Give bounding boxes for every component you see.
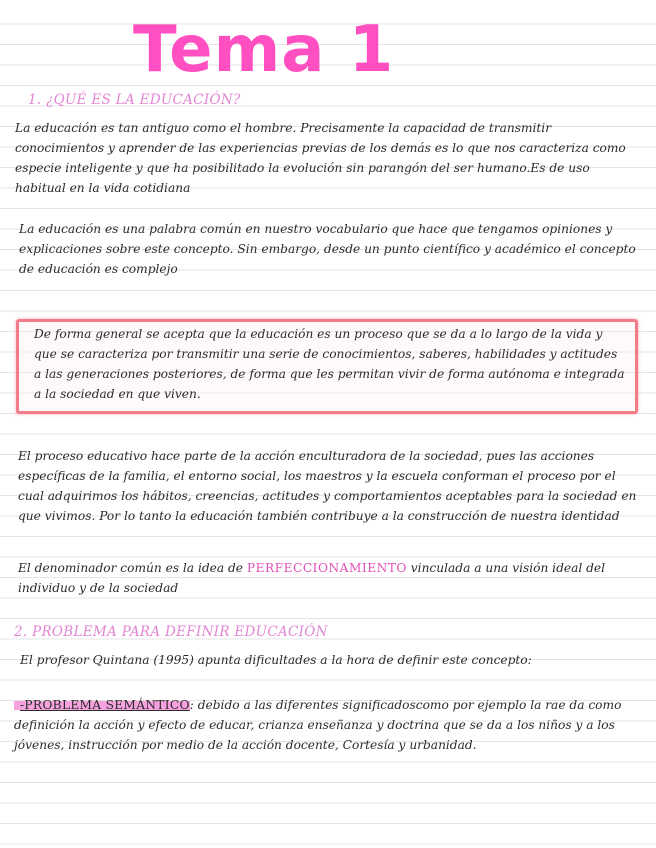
section-heading-1: 1. ¿QUÉ ES LA EDUCACIÓN? [28, 92, 241, 108]
perfeccionamiento-keyword: PERFECCIONAMIENTO [246, 561, 407, 575]
semantic-problem-body: : debido a las diferentes significadoscomo por ejemplo la rae da como definición la acción y efecto de educar, crianza enseñanza y doctrina que se da a los niños y a los jóvenes, instrucción por medio de la acción docente, Cortesía y urbanidad. [14, 698, 622, 752]
section-heading-2: 2. PROBLEMA PARA DEFINIR EDUCACIÓN [14, 624, 328, 640]
section-2-intro: El profesor Quintana (1995) apunta dificultades a la hora de definir este concepto: [20, 653, 532, 667]
paragraph-4-text-before: El denominador común es la idea de [18, 561, 247, 575]
paragraph-4-text-after: vinculada a una visión ideal del individuo y de la sociedad [18, 561, 606, 595]
paragraph-3: El proceso educativo hace parte de la acción enculturadora de la sociedad, pues las acciones específicas de la familia, el entorno social, los maestros y la escuela conforman el proceso por el cual adquirimos los hábitos, creencias, actitudes y comportamientos aceptables para la sociedad en que vivimos. Por lo tanto la educación también contribuye a la construcción de nuestra identidad [18, 449, 637, 523]
boxed-paragraph: De forma general se acepta que la educación es un proceso que se da a lo largo de la vida y que se caracteriza por transmitir una serie de conocimientos, saberes, habilidades y actitudes a las generaciones posteriores, de forma que les permitan vivir de forma autónoma e integrada a la sociedad en que viven. [34, 327, 625, 401]
semantic-problem-term: -PROBLEMA SEMÁNTICO [14, 698, 190, 712]
paragraph-4 [18, 558, 638, 598]
paragraph-2: La educación es una palabra común en nuestro vocabulario que hace que tengamos opiniones y explicaciones sobre este concepto. Sin embargo, desde un punto científico y académico el concepto de educación es complejo [19, 222, 636, 276]
page-title: Tema 1 [133, 13, 395, 87]
semantic-problem-paragraph [14, 695, 640, 755]
paragraph-1: La educación es tan antiguo como el hombre. Precisamente la capacidad de transmitir conocimientos y aprender de las experiencias previas de los demás es lo que nos caracteriza como especie inteligente y que ha posibilitado la evolución sin parangón del ser humano.Es de uso habitual en la vida cotidiana [15, 121, 626, 195]
